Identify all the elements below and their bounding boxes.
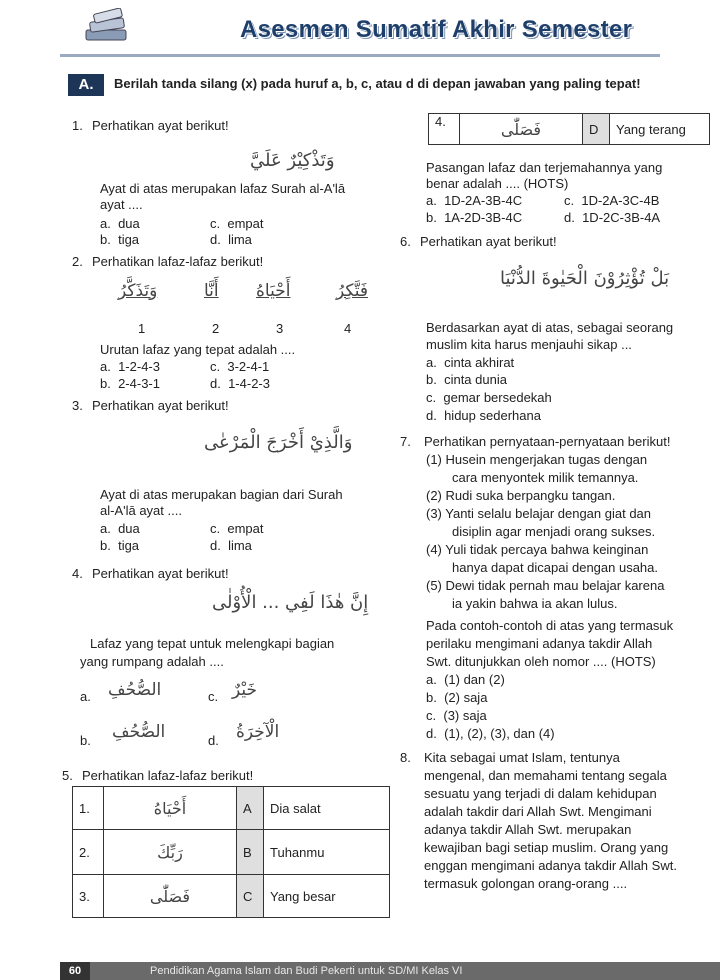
q3-option-b[interactable]: b. tiga	[100, 538, 140, 553]
q5-row-arabic: فَصَلّٰى	[104, 875, 237, 918]
q1-text: Perhatikan ayat berikut!	[92, 118, 229, 133]
q2-option-b[interactable]: b. 2-4-3-1	[100, 376, 160, 391]
q5-row-number: 2.	[73, 830, 104, 875]
q2-word-number-2: 2	[212, 321, 220, 336]
q8-line-4: adalah takdir dari Allah Swt. Mengimani	[424, 804, 652, 819]
q5-row-number: 1.	[73, 787, 104, 830]
q4-stem-2: yang rumpang adalah ....	[80, 654, 224, 669]
q2-word-3: أَحْيَاهُ	[256, 281, 291, 301]
q2-option-c[interactable]: c. 3-2-4-1	[210, 359, 270, 374]
q4-text: Perhatikan ayat berikut!	[92, 566, 229, 581]
q5-row-key: D	[583, 114, 610, 145]
q6-option-c[interactable]: c. gemar bersedekah	[426, 390, 552, 405]
q5-text: Perhatikan lafaz-lafaz berikut!	[82, 768, 254, 783]
q8-number: 8.	[400, 750, 411, 765]
q2-word-number-1: 1	[138, 321, 146, 336]
footer-book-title: Pendidikan Agama Islam dan Budi Pekerti untuk SD/MI Kelas VI	[150, 965, 463, 977]
q7-number: 7.	[400, 434, 411, 449]
q5-row-number: 3.	[73, 875, 104, 918]
q5-row-key: B	[237, 830, 264, 875]
q7-statement-5: (5) Dewi tidak pernah mau belajar karena	[426, 578, 665, 593]
q7-option-a[interactable]: a. (1) dan (2)	[426, 672, 505, 687]
q4-option-b[interactable]: الصُّحُفِ	[112, 722, 166, 742]
q1-option-a[interactable]: a. dua	[100, 216, 140, 231]
q6-option-b[interactable]: b. cinta dunia	[426, 372, 507, 387]
q4-option-a[interactable]: الصُّحُفِ	[108, 680, 162, 700]
q5-option-c[interactable]: c. 1D-2A-3C-4B	[564, 193, 660, 208]
q2-word-2: أَنَّا	[204, 281, 219, 301]
q6-stem-1: Berdasarkan ayat di atas, sebagai seorang	[426, 320, 674, 335]
q5-row-meaning: Dia salat	[264, 787, 390, 830]
title-divider	[60, 54, 660, 57]
q7-statement-4: (4) Yuli tidak percaya bahwa keinginan	[426, 542, 649, 557]
q7-option-d[interactable]: d. (1), (2), (3), dan (4)	[426, 726, 555, 741]
q5-option-b[interactable]: b. 1A-2D-3B-4C	[426, 210, 523, 225]
q3-number: 3.	[72, 398, 83, 413]
q5-row-arabic: رَبِّكَ	[104, 830, 237, 875]
q1-option-c[interactable]: c. empat	[210, 216, 264, 231]
q6-text: Perhatikan ayat berikut!	[420, 234, 557, 249]
q8-line-5: adanya takdir Allah Swt. merupakan	[424, 822, 632, 837]
q4-stem-1: Lafaz yang tepat untuk melengkapi bagian	[90, 636, 335, 651]
q1-stem-2: ayat ....	[100, 197, 143, 212]
q2-number: 2.	[72, 254, 83, 269]
q5-option-a[interactable]: a. 1D-2A-3B-4C	[426, 193, 523, 208]
q4-option-b-label[interactable]: b.	[80, 733, 91, 748]
q4-option-c[interactable]: خَيْرٌ	[232, 680, 258, 700]
q1-stem-1: Ayat di atas merupakan lafaz Surah al-A'lā	[100, 181, 346, 196]
q3-stem-1: Ayat di atas merupakan bagian dari Surah	[100, 487, 343, 502]
q5-row-meaning: Yang terang	[610, 114, 710, 145]
page-footer	[60, 962, 720, 980]
q5-row-number: 4.	[429, 114, 460, 145]
q5-row-key: A	[237, 787, 264, 830]
table-row	[73, 875, 390, 918]
q5-row-arabic: فَصَلّٰى	[460, 114, 583, 145]
page-title: Asesmen Sumatif Akhir Semester	[240, 16, 633, 43]
q7-stem-2: perilaku mengimani adanya takdir Allah	[426, 636, 653, 651]
q4-option-a-label[interactable]: a.	[80, 689, 91, 704]
q7-statement-3: (3) Yanti selalu belajar dengan giat dan	[426, 506, 652, 521]
q7-stem-3: Swt. ditunjukkan oleh nomor .... (HOTS)	[426, 654, 656, 669]
q3-option-c[interactable]: c. empat	[210, 521, 264, 536]
q2-word-number-3: 3	[276, 321, 284, 336]
q7-text: Perhatikan pernyataan-pernyataan berikut!	[424, 434, 671, 449]
q8-line-7: enggan mengimani adanya takdir Allah Swt.	[424, 858, 677, 873]
q7-statement-2: (2) Rudi suka berpangku tangan.	[426, 488, 616, 503]
q1-number: 1.	[72, 118, 83, 133]
q5-row-meaning: Tuhanmu	[264, 830, 390, 875]
q8-line-1: Kita sebagai umat Islam, tentunya	[424, 750, 620, 765]
q8-line-2: mengenal, dan memahami tentang segala	[424, 768, 667, 783]
q7-statement-5-cont: ia yakin bahwa ia akan lulus.	[452, 596, 618, 611]
q7-option-b[interactable]: b. (2) saja	[426, 690, 488, 705]
q5-number: 5.	[62, 768, 73, 783]
q1-option-b[interactable]: b. tiga	[100, 232, 140, 247]
q6-option-a[interactable]: a. cinta akhirat	[426, 355, 515, 370]
table-row	[429, 114, 710, 145]
books-icon	[80, 8, 132, 52]
q6-number: 6.	[400, 234, 411, 249]
q1-arabic: وَتَذْكِيْرٌ عَلَيَّ	[250, 150, 335, 171]
q3-option-a[interactable]: a. dua	[100, 521, 140, 536]
section-instruction: Berilah tanda silang (x) pada huruf a, b, c, atau d di depan jawaban yang paling tepat!	[114, 76, 641, 91]
q2-stem: Urutan lafaz yang tepat adalah ....	[100, 342, 296, 357]
q5-row-meaning: Yang besar	[264, 875, 390, 918]
q7-option-c[interactable]: c. (3) saja	[426, 708, 487, 723]
q5-stem-1: Pasangan lafaz dan terjemahannya yang	[426, 160, 663, 175]
q5-stem-2: benar adalah .... (HOTS)	[426, 176, 569, 191]
q2-option-d[interactable]: d. 1-4-2-3	[210, 376, 270, 391]
q3-stem-2: al-A'lā ayat ....	[100, 503, 182, 518]
q8-line-8: termasuk golongan orang-orang ....	[424, 876, 628, 891]
q7-statement-1-cont: cara menyontek milik temannya.	[452, 470, 639, 485]
q2-word-1: وَتَذَكَّرُ	[118, 281, 158, 301]
q4-option-d-label[interactable]: d.	[208, 733, 219, 748]
q4-option-c-label[interactable]: c.	[208, 689, 219, 704]
q6-option-d[interactable]: d. hidup sederhana	[426, 408, 541, 423]
q2-word-4: فَتَّكِرُ	[336, 281, 369, 301]
q3-arabic: وَالَّذِيْ أَخْرَجَ الْمَرْعٰى	[204, 432, 353, 453]
q5-matching-table	[72, 786, 390, 918]
q3-text: Perhatikan ayat berikut!	[92, 398, 229, 413]
q7-statement-3-cont: disiplin agar menjadi orang sukses.	[452, 524, 656, 539]
q7-stem-1: Pada contoh-contoh di atas yang termasuk	[426, 618, 674, 633]
q2-word-number-4: 4	[344, 321, 352, 336]
q8-line-3: sesuatu yang terjadi di dalam kehidupan	[424, 786, 657, 801]
q3-option-d[interactable]: d. lima	[210, 538, 252, 553]
title-bar	[60, 8, 660, 52]
q7-statement-1: (1) Husein mengerjakan tugas dengan	[426, 452, 648, 467]
q6-stem-2: muslim kita harus menjauhi sikap ...	[426, 337, 632, 352]
page-number: 60	[60, 962, 90, 980]
q4-option-d[interactable]: الْآخِرَةُ	[236, 722, 280, 742]
q4-arabic: إِنَّ هٰذَا لَفِي ... الْأُوْلٰى	[212, 592, 369, 613]
section-badge: A.	[68, 74, 104, 96]
q8-line-6: kewajiban bagi setiap muslim. Orang yang	[424, 840, 669, 855]
table-row	[73, 787, 390, 830]
q2-option-a[interactable]: a. 1-2-4-3	[100, 359, 160, 374]
q1-option-d[interactable]: d. lima	[210, 232, 252, 247]
q5-row-key: C	[237, 875, 264, 918]
table-row	[73, 830, 390, 875]
q5-table-continuation	[428, 113, 710, 145]
q5-option-d[interactable]: d. 1D-2C-3B-4A	[564, 210, 661, 225]
q5-row-arabic: أَحْيَاهُ	[104, 787, 237, 830]
q6-arabic: بَلْ تُؤْثِرُوْنَ الْحَيٰوةَ الدُّنْيَا	[500, 268, 670, 289]
q7-statement-4-cont: hanya dapat dicapai dengan usaha.	[452, 560, 659, 575]
q2-text: Perhatikan lafaz-lafaz berikut!	[92, 254, 264, 269]
q4-number: 4.	[72, 566, 83, 581]
